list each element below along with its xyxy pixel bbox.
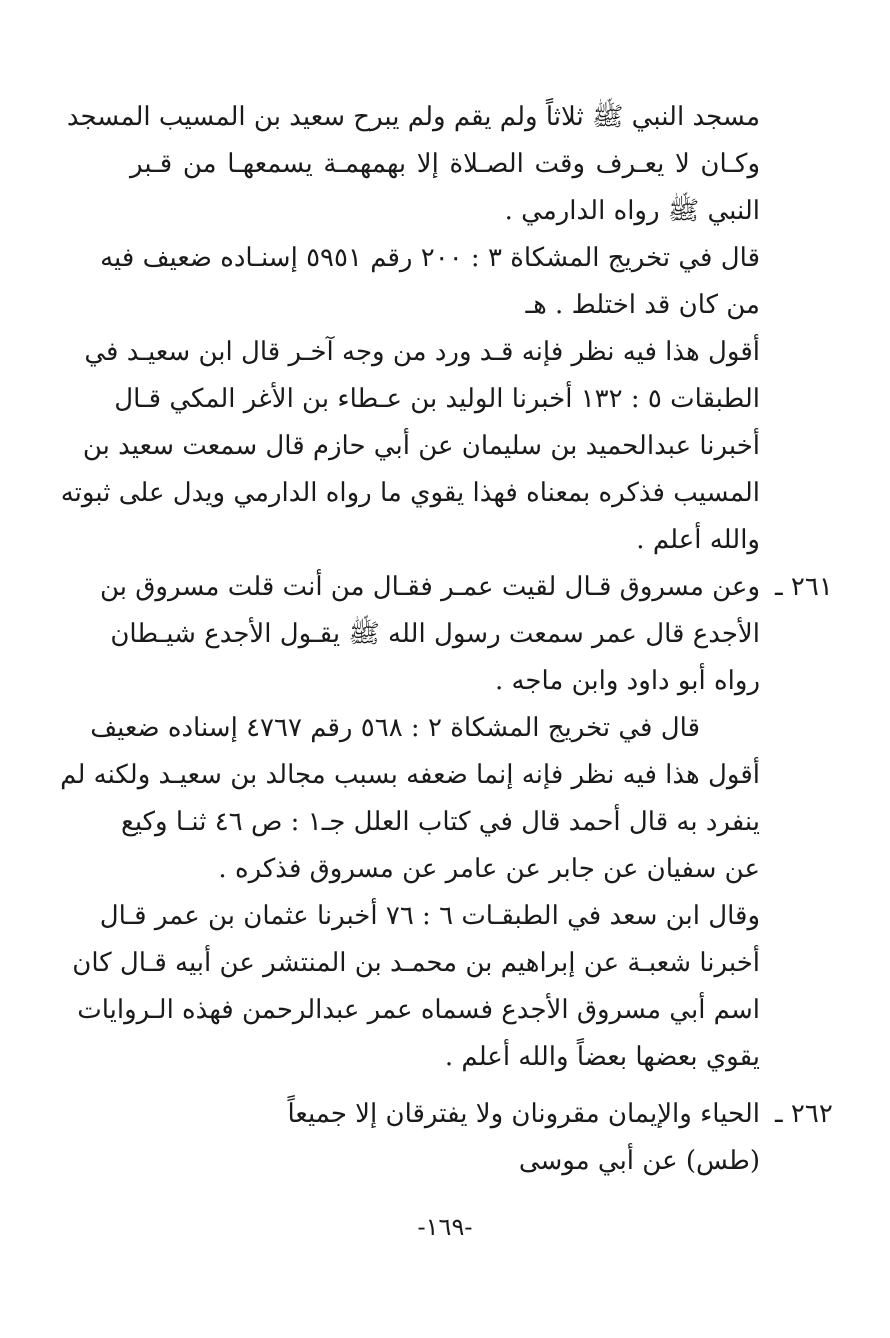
text-line: الأجدع قال عمر سمعت رسول الله ﷺ يقـول الأجدع شيـطان <box>110 619 760 649</box>
hadith-number-262: ٢٦٢ ـ <box>775 1099 833 1129</box>
text-line: وكـان لا يعـرف وقت الصـلاة إلا بهمهمـة يسمعهـا من قـبر <box>130 149 760 179</box>
text-line: أقول هذا فيه نظر فإنه قـد ورد من وجه آخـر قال ابن سعيـد في <box>84 337 760 367</box>
text-line: عن سفيان عن جابر عن عامر عن مسروق فذكره . <box>218 854 760 884</box>
text-line: أقول هذا فيه نظر فإنه إنما ضعفه بسبب مجالد بن سعيـد ولكنه لم <box>60 760 760 790</box>
text-line: الطبقات ٥ : ١٣٢ أخبرنا الوليد بن عـطاء بن الأغر المكي قـال <box>114 384 760 414</box>
text-line: المسيب فذكره بمعناه فهذا يقوي ما رواه الدارمي ويدل على ثبوته <box>60 478 760 508</box>
hadith-number-261: ٢٦١ ـ <box>775 572 833 602</box>
hadith-261-line: وعن مسروق قـال لقيت عمـر فقـال من أنت قلت مسروق بن <box>99 572 760 602</box>
text-line: والله أعلم . <box>636 525 760 555</box>
text-line: أخبرنا شعبـة عن إبراهيم بن محمـد بن المنتشر عن أبيه قـال كان <box>72 948 760 978</box>
text-line: يقوي بعضها بعضاً والله أعلم . <box>444 1042 760 1072</box>
text-line: مسجد النبي ﷺ ثلاثاً ولم يقم ولم يبرح سعيد بن المسيب المسجد <box>66 102 760 132</box>
text-line: قال في تخريج المشكاة ٢ : ٥٦٨ رقم ٤٧٦٧ إسناده ضعيف <box>90 713 700 743</box>
text-line: النبي ﷺ رواه الدارمي . <box>504 196 760 226</box>
text-line: اسم أبي مسروق الأجدع فسماه عمر عبدالرحمن فهذه الـروايات <box>77 995 760 1025</box>
text-line: أخبرنا عبدالحميد بن سليمان عن أبي حازم قال سمعت سعيد بن <box>82 431 760 461</box>
text-line: رواه أبو داود وابن ماجه . <box>494 666 760 696</box>
text-line: من كان قد اختلط . هـ <box>525 290 760 320</box>
text-line: (طس) عن أبي موسى <box>518 1146 760 1176</box>
body-text <box>60 94 760 1185</box>
page-number: -١٦٩- <box>417 1213 473 1241</box>
text-line: ينفرد به قال أحمد قال في كتاب العلل جـ١ : ص ٤٦ ثنـا وكيع <box>121 807 760 837</box>
hadith-262-line: الحياء والإيمان مقرونان ولا يفترقان إلا جميعاً <box>287 1099 760 1129</box>
text-line: قال في تخريج المشكاة ٣ : ٢٠٠ رقم ٥٩٥١ إسنـاده ضعيف فيه <box>100 243 760 273</box>
text-line: وقال ابن سعد في الطبقـات ٦ : ٧٦ أخبرنا عثمان بن عمر قـال <box>99 901 760 931</box>
